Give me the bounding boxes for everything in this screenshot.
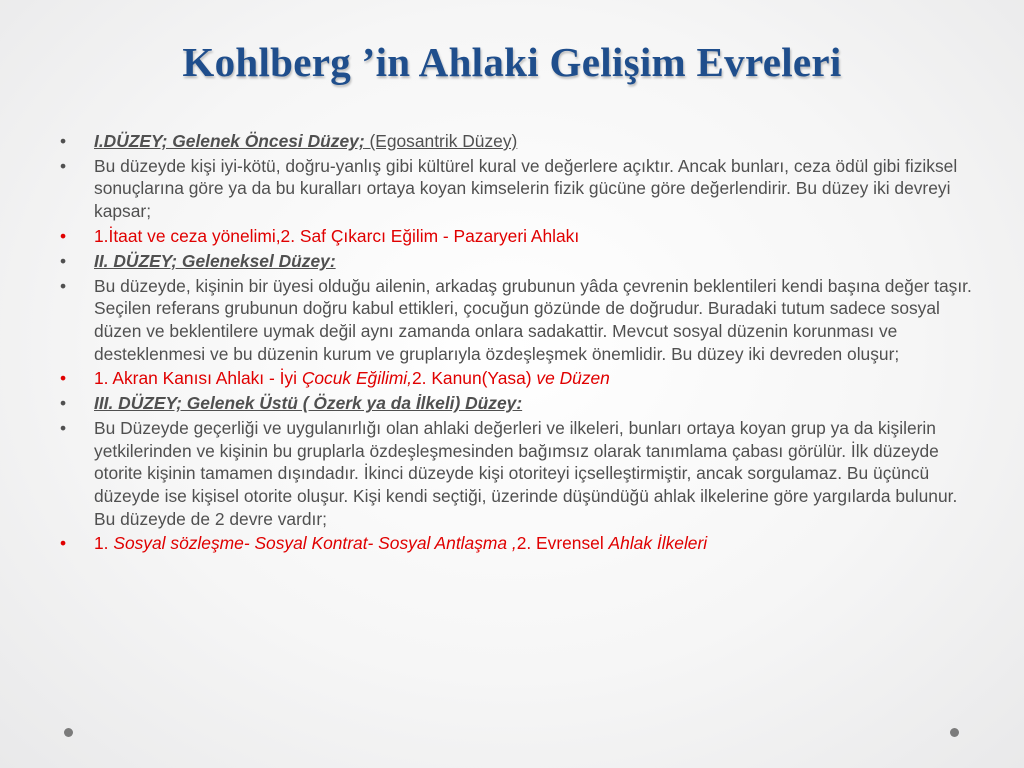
- level-3-heading: III. DÜZEY; Gelenek Üstü ( Özerk ya da İlkeli) Düzey:: [94, 393, 523, 414]
- level-1-heading: I.DÜZEY; Gelenek Öncesi Düzey;: [94, 131, 365, 151]
- level-3-stages-part-3: 2. Evrensel: [516, 533, 609, 554]
- level-1-stages: 1.İtaat ve ceza yönelimi,2. Saf Çıkarcı Eğilim - Pazaryeri Ahlakı: [94, 225, 580, 246]
- bullet-icon: •: [59, 393, 67, 414]
- list-item: [56, 155, 981, 223]
- level-2-description: Bu düzeyde, kişinin bir üyesi olduğu ailenin, arkadaş grubunun yâda çevrenin beklentileri kendi başına değer taşır. Seçilen referans grubunun doğru kabul ettikleri, çocuğun gözünde de doğrudur. Buradaki tutum sadece sosyal düzen ve beklentilere uymak değil aynı zamanda onlara sadakattir. Mevcut sosyal düzenin korunması ve desteklenmesi ve bu düzenin kurum ve gruplarıyla özdeşleşmek önemlidir. Bu düzey iki devreden oluşur;: [94, 275, 972, 364]
- slide-title: Kohlberg ’in Ahlaki Gelişim Evreleri: [182, 39, 842, 85]
- bullet-icon: •: [59, 225, 67, 246]
- list-item: [56, 275, 981, 365]
- list-item: [56, 392, 981, 415]
- list-item: [56, 367, 981, 390]
- level-2-stages-part-1: 1. Akran Kanısı Ahlakı - İyi: [94, 368, 302, 389]
- level-1-subtitle: (Egosantrik Düzey): [364, 131, 518, 151]
- bullet-icon: •: [59, 418, 67, 439]
- list-item: [56, 225, 981, 248]
- bullet-icon: •: [59, 275, 67, 296]
- level-3-stages-part-4: Ahlak İlkeleri: [608, 533, 708, 554]
- level-2-stages-part-4: ve Düzen: [536, 368, 610, 389]
- left-corner-dot-icon: [64, 728, 73, 737]
- level-3-stages-part-2: Sosyal sözleşme- Sosyal Kontrat- Sosyal Antlaşma ,: [113, 533, 517, 554]
- list-item: [56, 532, 981, 555]
- bullet-icon: •: [59, 131, 67, 151]
- right-corner-dot-icon: [950, 728, 959, 737]
- level-1-description: Bu düzeyde kişi iyi-kötü, doğru-yanlış gibi kültürel kural ve değerlere açıktır. Ancak bunları, ceza ödül gibi fiziksel sonuçlarına göre ya da bu kuralları ortaya koyan kimselerin fizik gücüne göre değerlendirir. Bu düzey iki devreyi kapsar;: [94, 155, 958, 222]
- bullet-icon: •: [59, 155, 67, 176]
- level-3-description: Bu Düzeyde geçerliği ve uygulanırlığı olan ahlaki değerleri ve ilkeleri, bunları ortaya koyan grup ya da kişilerin yetkilerinden ve kişinin bu gruplarla özdeşleşmesinden bağımsız olarak tanımlama çabası görülür. İlk düzeyde otorite kişinin tamamen dışındadır. İkinci düzeyde kişi otoriteyi içselleştirmiştir, ancak sorgulamaz. Bu üçüncü düzeyde ise kişisel otorite oluşur. Kişi kendi seçtiği, üzerinde düşündüğü ahlak ilkelerine göre yargılarda bulunur. Bu düzeyde de 2 devre vardır;: [94, 418, 958, 529]
- bullet-icon: •: [59, 533, 67, 554]
- list-item: [56, 417, 981, 530]
- level-2-heading: II. DÜZEY; Geleneksel Düzey:: [94, 250, 336, 271]
- bullet-icon: •: [59, 368, 67, 389]
- level-2-stages-part-2: Çocuk Eğilimi,: [301, 368, 412, 389]
- list-item: [56, 250, 981, 273]
- level-2-stages-part-3: 2. Kanun(Yasa): [412, 368, 537, 389]
- list-item: [56, 130, 981, 153]
- bullet-list: [56, 130, 981, 557]
- level-3-stages-part-1: 1.: [94, 533, 114, 554]
- bullet-icon: •: [59, 250, 67, 271]
